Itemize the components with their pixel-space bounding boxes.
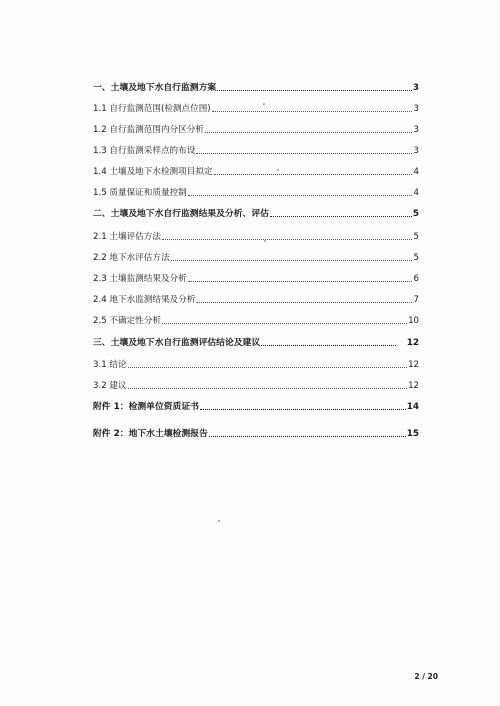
toc-entry-page-number: 14 [406, 402, 419, 412]
toc-entry[interactable] [93, 204, 419, 220]
toc-dot-leader [205, 131, 412, 133]
toc-entry-page-number: 3 [413, 125, 419, 135]
scan-speck [277, 169, 279, 171]
toc-entry[interactable] [93, 355, 419, 371]
toc-entry[interactable] [93, 376, 419, 392]
toc-entry[interactable] [93, 311, 419, 327]
toc-entry-title: 1.2 自行监测范围内分区分析 [93, 125, 204, 135]
toc-dot-leader [188, 280, 412, 282]
toc-entry-title: 1.5 质量保证和质量控制 [93, 188, 187, 198]
scan-speck [264, 240, 266, 242]
toc-entry-title: 3.2 建议 [93, 381, 127, 391]
toc-entry-page-number: 4 [413, 188, 419, 198]
toc-entry-page-number: 3 [412, 83, 419, 93]
toc-entry-title: 2.2 地下水评估方法 [93, 253, 170, 263]
toc-dot-leader [209, 435, 406, 437]
toc-entry-page-number: 6 [413, 274, 419, 284]
toc-entry-title: 2.3 土壤监测结果及分析 [93, 274, 187, 284]
toc-entry-page-number: 10 [408, 316, 419, 326]
toc-entry[interactable] [93, 227, 419, 243]
toc-dot-leader [261, 344, 396, 346]
toc-entry[interactable] [93, 269, 419, 285]
toc-entry[interactable] [93, 183, 419, 199]
toc-entry-page-number: 15 [406, 429, 419, 439]
toc-dot-leader [128, 387, 407, 389]
toc-entry-title: 1.4 土壤及地下水检测项目拟定 [93, 167, 213, 177]
toc-entry-page-number: 4 [413, 167, 419, 177]
toc-entry-title: 1.1 自行监测范围(检测点位图) [93, 104, 211, 114]
toc-dot-leader [196, 301, 412, 303]
toc-entry[interactable] [93, 397, 419, 413]
toc-entry-page-number: 3 [413, 146, 419, 156]
toc-entry-title: 三、土壤及地下水自行监测评估结论及建议 [93, 338, 261, 348]
toc-dot-leader [188, 194, 412, 196]
toc-entry-title: 二、土壤及地下水自行监测结果及分析、评估 [93, 209, 269, 219]
toc-entry[interactable] [93, 120, 419, 136]
toc-dot-leader [212, 110, 412, 112]
toc-entry-title: 1.3 自行监测采样点的布设 [93, 146, 196, 156]
toc-dot-leader [270, 215, 412, 217]
toc-dot-leader [214, 173, 412, 175]
toc-entry[interactable] [93, 424, 419, 440]
toc-dot-leader [171, 259, 412, 261]
toc-dot-leader [200, 408, 406, 410]
toc-entry-page-number: 5 [413, 232, 419, 242]
toc-entry-page-number: 12 [408, 360, 419, 370]
toc-entry[interactable] [93, 78, 419, 94]
scan-speck [263, 103, 265, 105]
toc-entry-page-number: 5 [413, 253, 419, 263]
toc-entry-page-number: 5 [412, 209, 419, 219]
toc-entry-page-number: 7 [413, 295, 419, 305]
toc-entry-title: 3.1 结论 [93, 360, 127, 370]
toc-dot-leader [217, 89, 412, 91]
toc-dot-leader [128, 366, 407, 368]
toc-entry[interactable] [93, 99, 419, 115]
toc-entry-page-number: 3 [413, 104, 419, 114]
toc-entry-page-number: 12 [408, 381, 419, 391]
toc-entry[interactable] [93, 248, 419, 264]
page-number: 2 / 20 [414, 672, 438, 681]
toc-entry-title: 附件 1：检测单位资质证书 [93, 402, 199, 412]
toc-entry[interactable] [93, 162, 419, 178]
toc-dot-leader [162, 322, 407, 324]
toc-entry-title: 附件 2：地下水土壤检测报告 [93, 429, 208, 439]
toc-entry[interactable] [93, 141, 419, 157]
toc-entry-title: 2.5 不确定性分析 [93, 316, 161, 326]
toc-entry-title: 2.4 地下水监测结果及分析 [93, 295, 196, 305]
scan-speck [218, 520, 220, 522]
toc-entry-title: 一、土壤及地下水自行监测方案 [93, 83, 217, 93]
toc-dot-leader [162, 238, 412, 240]
toc-entry-title: 2.1 土壤评估方法 [93, 232, 161, 242]
toc-entry[interactable] [93, 333, 419, 349]
toc-dot-leader [196, 152, 412, 154]
toc-entry[interactable] [93, 290, 419, 306]
toc-entry-page-number: 12 [406, 338, 419, 348]
